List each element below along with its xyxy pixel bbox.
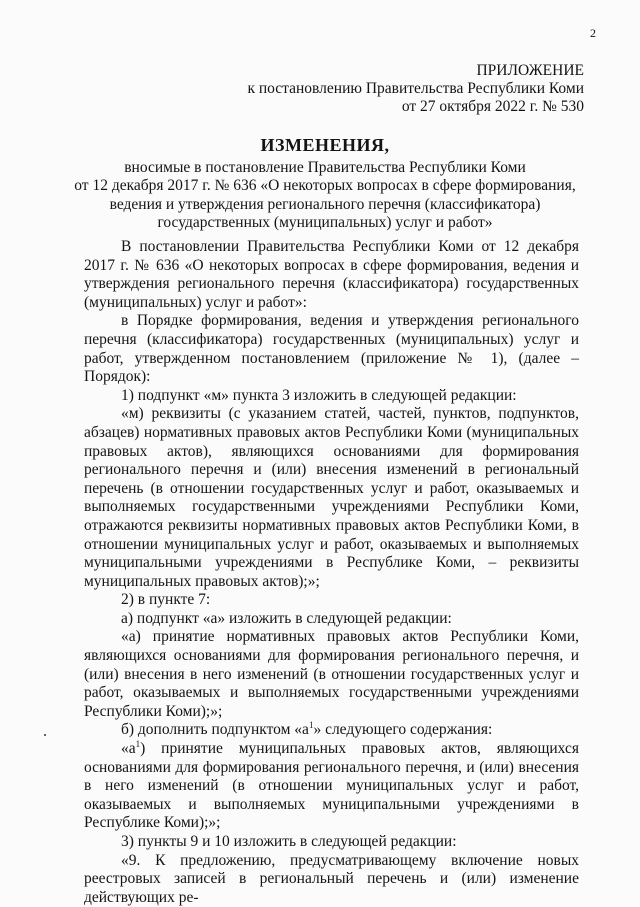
appendix-line: к постановлению Правительства Республики Коми	[247, 80, 584, 97]
document-body	[84, 238, 579, 907]
text-run: ) принятие муниципальных правовых актов, являющихся основаниями для формирования регионального перечня, и (или) внесения в него изменений (в отношении муниципальных услуг и работ, оказываемых и выполняемых муниципальными учреждениями в Республике Коми);»;	[84, 740, 579, 832]
header-line: от 12 декабря 2017 г. № 636 «О некоторых вопросах в сфере формирования,	[74, 177, 576, 194]
paragraph: В постановлении Правительства Республики Коми от 12 декабря 2017 г. № 636 «О некоторых вопросах в сфере формирования, ведения и утверждения регионального перечня (классификатора) государственных (муниципальных) услуг и работ»:	[84, 238, 579, 311]
appendix-title: ПРИЛОЖЕНИЕ	[476, 62, 584, 79]
paragraph: 1) подпункт «м» пункта 3 изложить в следующей редакции:	[121, 386, 517, 404]
text-run: » следующего содержания:	[313, 721, 493, 739]
paragraph: «9. К предложению, предусматривающему включение новых реестровых записей в региональный перечень и (или) изменение действующих ре-	[84, 851, 579, 906]
paragraph: в Порядке формирования, ведения и утверждения регионального перечня (классификатора) государственных (муниципальных) услуг и работ, утвержденном постановлением (приложение № 1), (далее – Порядок):	[84, 312, 579, 386]
scan-speck	[44, 734, 46, 736]
header-line: ведения и утверждения регионального перечня (классификатора)	[109, 195, 541, 213]
paragraph: а) подпункт «а» изложить в следующей редакции:	[121, 609, 452, 627]
paragraph: «а) принятие нормативных правовых актов Республики Коми, являющихся основаниями для формирования регионального перечня, и (или) внесения в него изменений (в отношении государственных услуг и работ, оказываемых и выполняемых государственными учреждениями Республики Коми);»;	[84, 628, 579, 720]
document-title: ИЗМЕНЕНИЯ,	[260, 135, 390, 155]
superscript: 1	[135, 738, 141, 749]
paragraph: 3) пункты 9 и 10 изложить в следующей редакции:	[121, 833, 457, 850]
appendix-date-line: от 27 октября 2022 г. № 530	[401, 98, 584, 115]
paragraph	[84, 721, 579, 740]
paragraph	[84, 740, 579, 833]
paragraph: «м) реквизиты (с указанием статей, частей, пунктов, подпунктов, абзацев) нормативных правовых актов Республики Коми (муниципальных правовых актов), являющихся основаниями для формирования регионального перечня и (или) внесения изменений в региональный перечень (в отношении государственных услуг и работ, оказываемых и выполняемых государственными учреждениями Республики Коми, отражаются реквизиты нормативных правовых актов Республики Коми, в отношении муниципальных услуг и работ, оказываемых и выполняемых муниципальными учреждениями в Республике Коми, – реквизиты муниципальных правовых актов);»;	[84, 405, 579, 590]
text-run: «а	[121, 740, 136, 758]
text-run: б) дополнить подпунктом «а	[121, 721, 309, 739]
document-header	[40, 136, 610, 233]
superscript: 1	[308, 720, 314, 731]
header-line: вносимые в постановление Правительства Республики Коми	[124, 158, 526, 176]
appendix-block	[164, 62, 584, 116]
page-number: 2	[590, 26, 596, 40]
header-line: государственных (муниципальных) услуг и работ»	[157, 214, 493, 231]
paragraph: 2) в пункте 7:	[121, 591, 211, 609]
